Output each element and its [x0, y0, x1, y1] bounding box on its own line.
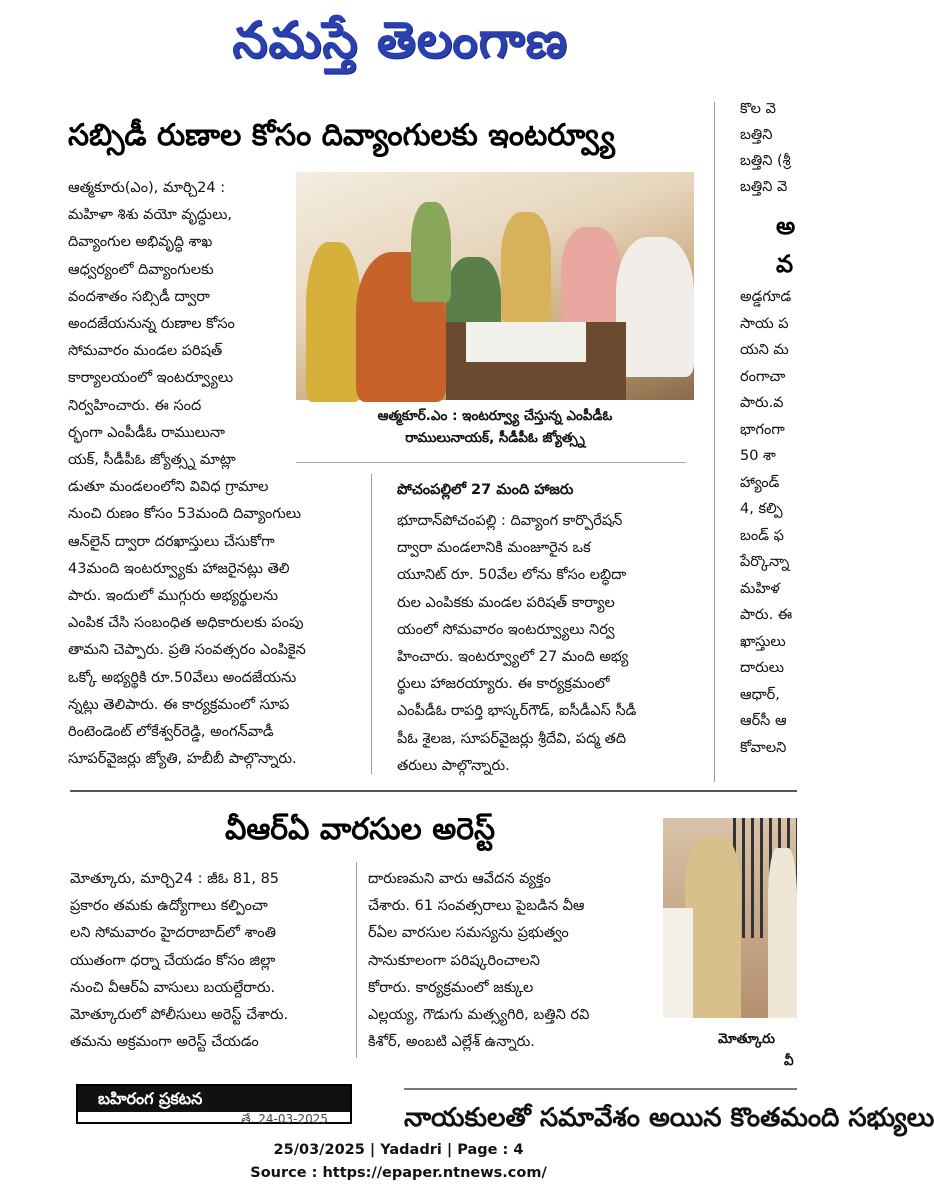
- story1-headline: సబ్సిడీ రుణాల కోసం దివ్యాంగులకు ఇంటర్వ్యూ: [68, 118, 615, 153]
- story1-body-line: వందశాతం సబ్సిడీ ద్వారా: [68, 288, 210, 305]
- bottom-teaser-headline: నాయకులతో సమావేశం అయిన కొంతమంది సభ్యులు: [404, 1103, 934, 1133]
- story1-body-line: ఆత్మకూరు(ఎం), మార్చి24 :: [68, 180, 226, 196]
- right-edge-story-body: [740, 284, 797, 761]
- story3-col2-line: సానుకూలంగా పరిష్కరించాలని: [368, 952, 540, 969]
- story2-body-line: తరులు పాల్గొన్నారు.: [397, 757, 510, 774]
- right-edge-body-line: మహిళ: [740, 580, 780, 597]
- right-edge-body-line: ఆర్‌సీ ఆ: [740, 713, 787, 729]
- story1-body-line: నిర్వహించారు. ఈ సంద: [68, 397, 202, 414]
- story1-body-line: యక్, సీడీపీఓ జ్యోత్స్న మాట్లా: [68, 452, 236, 469]
- story3-col1-line: తమను అక్రమంగా అరెస్ట్ చేయడం: [70, 1034, 259, 1051]
- story3-col1-line: మోత్కూరులో పోలీసులు అరెస్ట్ చేశారు.: [70, 1007, 289, 1024]
- right-edge-body-line: రంగాచా: [740, 368, 786, 385]
- story1-body-line: డుతూ మండలంలోని వివిధ గ్రామాల: [68, 479, 269, 496]
- right-edge-body-line: దారులు: [740, 660, 784, 676]
- right-edge-body-line: ఖాస్తులు: [740, 633, 786, 650]
- right-edge-body-line: 50 శా: [740, 448, 776, 464]
- right-edge-body-line: బండ్ ఫ: [740, 527, 784, 544]
- right-edge-top-line: బత్తిని: [740, 127, 773, 143]
- story3-col1-line: మోత్కూరు, మార్చి24 : జీఓ 81, 85: [70, 871, 280, 887]
- story3-photo-caption-line1: మోత్కూరు: [718, 1031, 775, 1047]
- public-notice-date: తే. 24-03-2025: [241, 1112, 328, 1126]
- story1-body-line: సూపర్‌వైజర్లు జ్యోతి, హబీబీ పాల్గొన్నారు.: [68, 751, 297, 768]
- story3-col1-line: యుతంగా ధర్నా చేయడం కోసం జిల్లా: [70, 952, 276, 969]
- right-edge-top-line: బత్తిని వె: [740, 179, 788, 195]
- right-edge-headline-line1: అ: [776, 212, 796, 240]
- column-rule-story3: [356, 862, 357, 1058]
- story3-col2-line: కిశోర్, అంబటి ఎల్లేశ్ ఉన్నారు.: [368, 1034, 535, 1051]
- story2-body-line: ఎంపీడీఓ రాపర్తి భాస్కర్‌గౌడ్, ఐసీడీఎస్ సీడీ: [397, 703, 637, 720]
- story1-photo: [296, 172, 694, 400]
- story1-body-line: కార్యాలయంలో ఇంటర్వ్యూలు: [68, 370, 234, 387]
- story3-col2-line: ఎల్లయ్య, గౌడుగు మత్స్యగిరి, బత్తిని రవి: [368, 1007, 590, 1024]
- right-edge-body-line: యని మ: [740, 342, 789, 358]
- story1-body-line: సోమవారం మండల పరిషత్: [68, 343, 223, 360]
- story1-body-line: మహిళా శిశు వయో వృద్ధులు,: [68, 207, 232, 224]
- footer-date-edition: 25/03/2025 | Yadadri | Page : 4: [273, 1142, 524, 1158]
- story3-photo: [663, 818, 797, 1018]
- column-rule-mid: [371, 474, 372, 774]
- story3-col2-line: కోరారు. కార్యక్రమంలో జక్కుల: [368, 979, 534, 996]
- right-edge-top-line: బత్తిని (శ్రీ: [740, 153, 791, 169]
- story3-body-col2: [368, 866, 644, 1056]
- story1-photo-caption-line1: ఆత్మకూర్.ఎం : ఇంటర్వ్యూ చేస్తున్న ఎంపీడీఓ: [377, 408, 613, 424]
- story3-col1-line: లని సోమవారం హైదరాబాద్‌లో శాంతి: [70, 925, 276, 942]
- story1-body-line: 43మంది ఇంటర్వ్యూకు హాజరైనట్లు తెలి: [68, 560, 290, 577]
- right-edge-headline-line2: వ: [776, 250, 794, 278]
- story2-body-line: భూదాన్‌పోచంపల్లి : దివ్యాంగ కార్పొరేషన్: [397, 513, 623, 529]
- story2-body-line: ర్థులు హాజరయ్యారు. ఈ కార్యక్రమంలో: [397, 676, 610, 693]
- story3-col1-line: ప్రకారం తమకు ఉద్యోగాలు కల్పించా: [70, 898, 268, 915]
- story1-photo-caption-line2: రాములునాయక్, సీడీపీఓ జ్యోత్స్న: [405, 430, 585, 446]
- right-edge-body-line: పారు.వ: [740, 395, 784, 411]
- right-edge-body-line: కోవాలని: [740, 739, 787, 756]
- story1-body-line: తామని చెప్పారు. ప్రతి సంవత్సరం ఎంపికైన: [68, 642, 306, 659]
- story2-body-line: హించారు. ఇంటర్వ్యూలో 27 మంది అభ్య: [397, 649, 629, 666]
- story2-body-line: యంలో సోమవారం ఇంటర్వ్యూలు నిర్వ: [397, 621, 615, 638]
- story1-body-line: అందజేయనున్న రుణాల కోసం: [68, 316, 235, 333]
- story3-headline: వీఆర్‌ఏ వారసుల అరెస్ట్: [225, 812, 496, 847]
- story1-body-line: న్నట్లు తెలిపారు. ఈ కార్యక్రమంలో సూప: [68, 696, 290, 713]
- story2-subhead: పోచంపల్లిలో 27 మంది హాజరు: [397, 482, 574, 498]
- right-edge-top-line: కొల వె: [740, 101, 776, 117]
- right-edge-body-line: ఆధార్,: [740, 686, 780, 703]
- story1-body-line: ర్భంగా ఎంపీడీఓ రాములునా: [68, 424, 225, 441]
- story2-body-line: రుల ఎంపికకు మండల పరిషత్ కార్యాల: [397, 594, 615, 611]
- story3-col2-line: ర్‌ఏల వారసుల సమస్యను ప్రభుత్వం: [368, 925, 569, 942]
- right-edge-body-line: హ్యాండ్: [740, 474, 780, 491]
- section-divider: [70, 790, 797, 792]
- story1-body-line: ఆన్‌లైన్ ద్వారా దరఖాస్తులు చేసుకోగా: [68, 533, 275, 550]
- masthead-logo: నమస్తే తెలంగాణ: [232, 11, 568, 69]
- caption-divider: [296, 462, 686, 463]
- story3-col2-line: దారుణమని వారు ఆవేదన వ్యక్తం: [368, 871, 551, 887]
- story1-body-line: దివ్యాంగుల అభివృద్ధి శాఖ: [68, 234, 213, 251]
- story1-body-line: రింటెండెంట్ లోకేశ్వర్‌రెడ్డి, అంగన్‌వాడీ: [68, 724, 274, 741]
- story1-body-line: పారు. ఇందులో ముగ్గురు అభ్యర్థులను: [68, 588, 279, 605]
- story2-body-line: ద్వారా మండలానికి మంజూరైన ఒక: [397, 540, 591, 557]
- story2-body-line: పీఓ శైలజ, సూపర్‌వైజర్లు శ్రీదేవి, పద్మ తది: [397, 730, 627, 747]
- story1-body-line: నుంచి రుణం కోసం 53మంది దివ్యాంగులు: [68, 506, 302, 523]
- right-edge-body-line: పేర్కొన్నా: [740, 554, 790, 570]
- right-edge-body-line: సాయ ప: [740, 315, 789, 332]
- story3-body-col1: [70, 866, 342, 1056]
- story1-body-line: ఆధ్వర్యంలో దివ్యాంగులకు: [68, 261, 214, 278]
- right-edge-body-line: భాగంగా: [740, 421, 785, 438]
- bottom-divider: [404, 1088, 797, 1090]
- story3-col2-line: చేశారు. 61 సంవత్సరాలు పైబడిన వీఆ: [368, 898, 585, 915]
- footer-source-link[interactable]: Source : https://epaper.ntnews.com/: [250, 1165, 547, 1181]
- story1-body-line: ఎంపిక చేసి సంబంధిత అధికారులకు పంపు: [68, 615, 304, 632]
- story1-body-left: [68, 175, 306, 773]
- right-edge-body-line: పారు. ఈ: [740, 607, 793, 623]
- public-notice-title: బహిరంగ ప్రకటన: [78, 1086, 350, 1112]
- story3-col1-line: నుంచి వీఆర్‌ఏ వాసులు బయల్దేరారు.: [70, 979, 276, 996]
- right-edge-body-line: అడ్డగూడ: [740, 289, 792, 305]
- story3-photo-caption-line2: వీ: [784, 1053, 794, 1069]
- public-notice-box: [76, 1084, 352, 1124]
- story2-body: [397, 508, 695, 780]
- story2-body-line: యూనిట్ రూ. 50వేల లోను కోసం లబ్ధిదా: [397, 567, 627, 584]
- right-edge-story-top: [740, 96, 797, 200]
- story1-body-line: ఒక్కో అభ్యర్థికి రూ.50వేలు అందజేయను: [68, 669, 297, 686]
- right-edge-body-line: 4, కల్పి: [740, 501, 783, 517]
- column-rule-right: [714, 102, 715, 782]
